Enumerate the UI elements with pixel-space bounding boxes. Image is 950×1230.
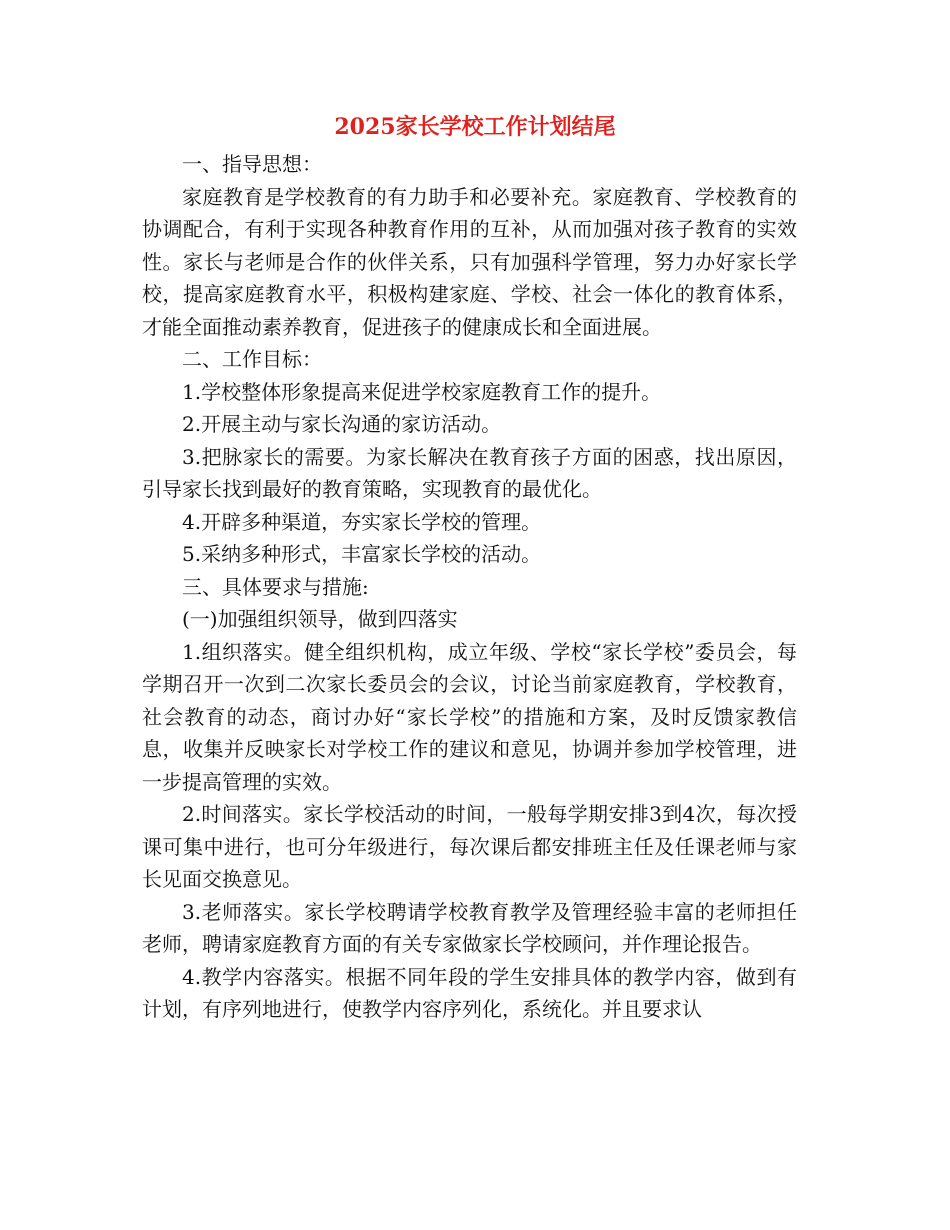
goal-item-4: 4.开辟多种渠道，夯实家长学校的管理。 — [182, 509, 542, 534]
measure-item-4: 4.教学内容落实。根据不同年段的学生安排具体的教学内容，做到有计划，有序列地进行，使教学内容序列化，系统化。并且要求认 — [142, 964, 797, 1021]
section-heading-requirements: 三、具体要求与措施: — [182, 574, 369, 599]
section-heading-guiding-ideology: 一、指导思想： — [182, 152, 322, 176]
measure-item-3: 3.老师落实。家长学校聘请学校教育教学及管理经验丰富的老师担任老师，聘请家庭教育方面的有关专家做家长学校顾问，并作理论报告。 — [142, 899, 797, 956]
paragraph-guiding-ideology: 家庭教育是学校教育的有力助手和必要补充。家庭教育、学校教育的协调配合，有利于实现各种教育作用的互补，从而加强对孩子教育的实效性。家长与老师是合作的伙伴关系，只有加强科学管理，努力办好家长学校，提高家庭教育水平，积极构建家庭、学校、社会一体化的教育体系，才能全面推动素养教育，促进孩子的健康成长和全面进展。 — [142, 184, 797, 339]
goal-item-3: 3.把脉家长的需要。为家长解决在教育孩子方面的困惑，找出原因，引导家长找到最好的教育策略，实现教育的最优化。 — [142, 444, 797, 501]
goal-item-2: 2.开展主动与家长沟通的家访活动。 — [182, 412, 502, 436]
measure-item-2: 2.时间落实。家长学校活动的时间，一般每学期安排3到4次，每次授课可集中进行，也可分年级进行，每次课后都安排班主任及任课老师与家长见面交换意见。 — [142, 802, 797, 891]
document-title: 2025家长学校工作计划结尾 — [334, 114, 616, 140]
goal-item-5: 5.采纳多种形式，丰富家长学校的活动。 — [182, 542, 542, 566]
section-heading-work-goals: 二、工作目标： — [182, 347, 322, 371]
measure-item-1: 1.组织落实。健全组织机构，成立年级、学校“家长学校”委员会，每学期召开一次到二次家长委员会的会议，讨论当前家庭教育，学校教育，社会教育的动态，商讨办好“家长学校”的措施和方案，及时反馈家教信息，收集并反映家长对学校工作的建议和意见，协调并参加学校管理，进一步提高管理的实效。 — [142, 639, 797, 794]
goal-item-1: 1.学校整体形象提高来促进学校家庭教育工作的提升。 — [182, 379, 662, 404]
document-body — [142, 148, 797, 1026]
subsection-heading-organization: (一)加强组织领导，做到四落实 — [182, 607, 458, 631]
